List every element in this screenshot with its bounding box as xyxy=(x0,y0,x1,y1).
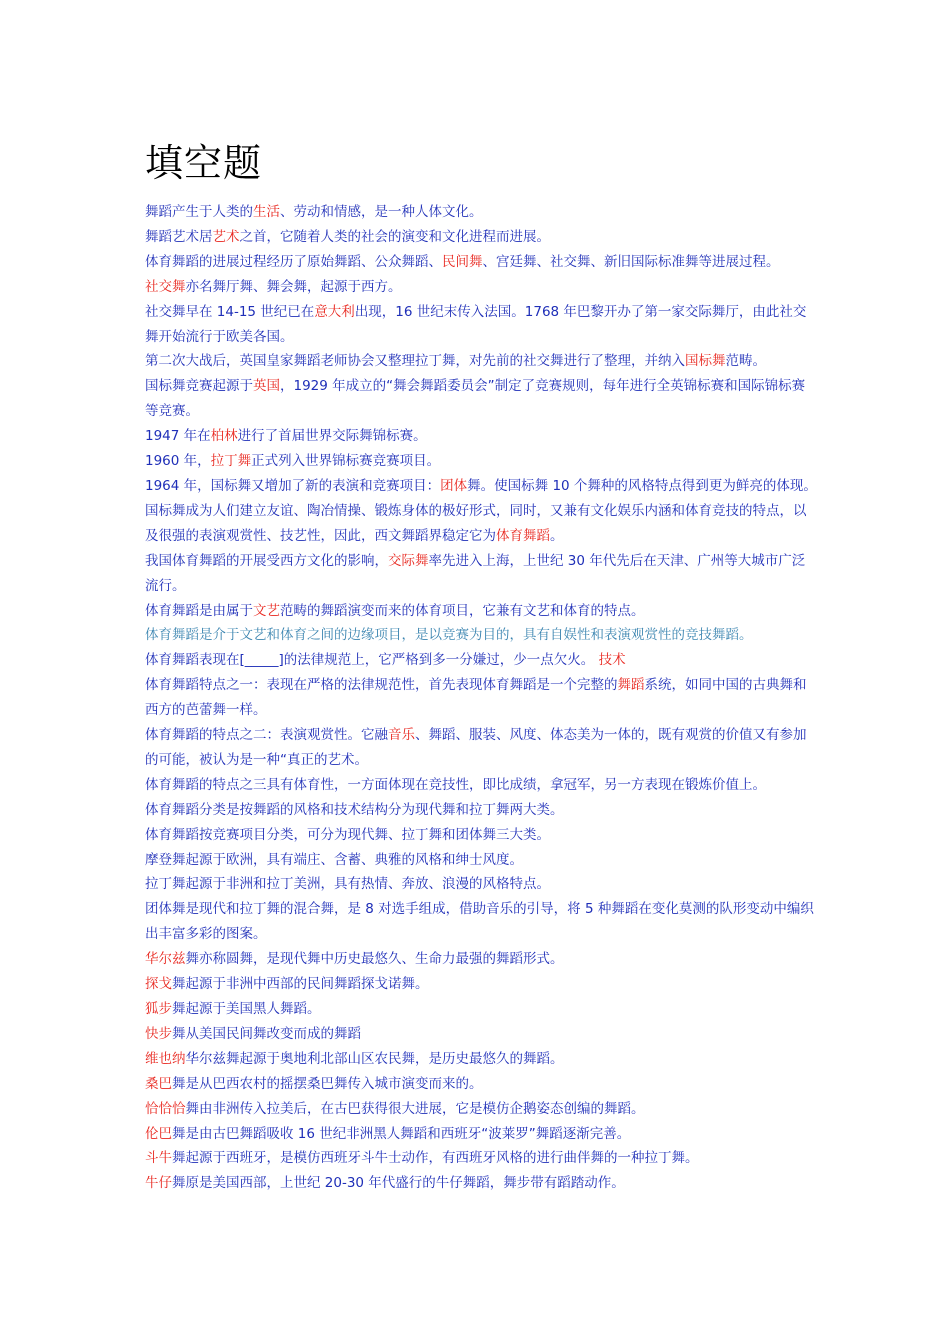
highlighted-answer: 斗牛 xyxy=(145,1150,172,1167)
paragraph xyxy=(145,499,817,549)
highlighted-answer: 舞蹈 xyxy=(617,677,645,694)
paragraph xyxy=(145,1146,817,1171)
text-segment: 系统，如同中国的古典舞和西方的芭蕾舞一样。 xyxy=(145,677,807,719)
text-segment: 舞起源于美国黑人舞蹈。 xyxy=(172,1001,321,1017)
paragraph xyxy=(145,997,817,1022)
text-segment: 进行了首届世界交际舞锦标赛。 xyxy=(237,428,427,445)
text-segment: 体育舞蹈特点之一：表现在严格的法律规范性，首先表现体育舞蹈是一个完整的 xyxy=(145,677,618,694)
document-body xyxy=(145,200,817,1196)
text-segment: 、宫廷舞、社交舞、新旧国际标准舞等进展过程。 xyxy=(482,253,780,270)
text-segment: 率先进入上海，上世纪 30 年代先后在天津、广州等大城市广泛流行。 xyxy=(145,552,806,594)
highlighted-answer: 狐步 xyxy=(145,1001,172,1017)
paragraph xyxy=(145,872,817,897)
highlighted-answer: 交际舞 xyxy=(388,552,429,569)
text-segment: 1964 年，国标舞又增加了新的表演和竞赛项目： xyxy=(145,477,441,494)
highlighted-answer: 体育舞蹈 xyxy=(496,527,550,544)
highlighted-answer: 探戈 xyxy=(145,976,172,993)
text-segment: 出现，16 世纪末传入法国。1768 年巴黎开办了第一家交际舞厅，由此社交舞开始流行于欧美各国。 xyxy=(145,303,807,345)
text-segment: 舞由非洲传入拉美后，在古巴获得很大进展，它是模仿企鹅姿态创编的舞蹈。 xyxy=(185,1100,645,1117)
text-segment: 正式列入世界锦标赛竞赛项目。 xyxy=(251,453,441,470)
paragraph xyxy=(145,1171,817,1196)
highlighted-answer: 英国 xyxy=(253,378,280,395)
text-segment: 我国体育舞蹈的开展受西方文化的影响， xyxy=(145,552,388,569)
text-segment: 舞起源于西班牙，是模仿西班牙斗牛士动作，有西班牙风格的进行曲伴舞的一种拉丁舞。 xyxy=(172,1150,699,1167)
text-segment: 体育舞蹈表现在[_____]的法律规范上，它严格到多一分嫌过，少一点欠火。 xyxy=(145,652,599,669)
text-segment: 体育舞蹈分类是按舞蹈的风格和技术结构分为现代舞和拉丁舞两大类。 xyxy=(145,801,564,818)
paragraph xyxy=(145,225,817,250)
paragraph xyxy=(145,549,817,599)
text-segment: 舞起源于非洲中西部的民间舞蹈探戈诺舞。 xyxy=(172,976,429,993)
paragraph xyxy=(145,349,817,374)
paragraph xyxy=(145,449,817,474)
highlighted-answer: 牛仔 xyxy=(145,1175,172,1192)
highlighted-answer: 柏林 xyxy=(210,428,238,445)
paragraph xyxy=(145,673,817,723)
text-segment: 范畴的舞蹈演变而来的体育项目，它兼有文艺和体育的特点。 xyxy=(280,602,645,619)
highlighted-answer: 社交舞 xyxy=(145,278,186,295)
highlighted-answer: 维也纳 xyxy=(145,1050,186,1067)
highlighted-answer: 华尔兹 xyxy=(145,951,186,968)
text-segment: 舞是由古巴舞蹈吸收 16 世纪非洲黑人舞蹈和西班牙“波莱罗”舞蹈逐渐完善。 xyxy=(172,1125,631,1142)
paragraph xyxy=(145,798,817,823)
text-segment: 、舞蹈、服装、风度、体态美为一体的，既有观赏的价值又有参加的可能，被认为是一种“真正的艺术。 xyxy=(145,727,807,768)
highlighted-answer: 生活 xyxy=(253,204,280,220)
paragraph xyxy=(145,300,817,350)
paragraph xyxy=(145,648,817,673)
text-segment: 体育舞蹈的特点之二：表演观赏性。它融 xyxy=(145,727,388,744)
text-segment: 舞从美国民间舞改变而成的舞蹈 xyxy=(172,1025,361,1042)
highlighted-answer: 团体 xyxy=(440,477,468,494)
text-segment: 舞原是美国西部，上世纪 20-30 年代盛行的牛仔舞蹈，舞步带有蹈踏动作。 xyxy=(172,1175,625,1192)
text-segment: 社交舞早在 14-15 世纪已在 xyxy=(145,303,315,320)
paragraph xyxy=(145,1072,817,1097)
highlighted-answer: 恰恰恰 xyxy=(145,1100,186,1117)
text-segment: 摩登舞起源于欧洲，具有端庄、含蓄、典雅的风格和绅士风度。 xyxy=(145,851,523,868)
paragraph xyxy=(145,1047,817,1072)
highlighted-answer: 拉丁舞 xyxy=(210,453,252,470)
paragraph xyxy=(145,250,817,275)
text-segment: 舞是从巴西农村的摇摆桑巴舞传入城市演变而来的。 xyxy=(172,1075,483,1092)
text-segment: 体育舞蹈是介于文艺和体育之间的边缘项目，是以竞赛为目的，具有自娱性和表演观赏性的竞技舞蹈。 xyxy=(145,627,753,644)
text-segment: 范畴。 xyxy=(725,353,766,370)
highlighted-answer: 国标舞 xyxy=(685,353,726,370)
paragraph xyxy=(145,623,817,648)
text-segment: 国标舞竞赛起源于 xyxy=(145,378,253,395)
text-segment: 体育舞蹈的进展过程经历了原始舞蹈、公众舞蹈、 xyxy=(145,253,442,270)
text-segment: 团体舞是现代和拉丁舞的混合舞，是 8 对选手组成，借助音乐的引导，将 5 种舞蹈在变化莫测的队形变动中编织出丰富多彩的图案。 xyxy=(145,901,814,943)
paragraph xyxy=(145,723,817,773)
text-segment: ，1929 年成立的“舞会舞蹈委员会”制定了竞赛规则，每年进行全英锦标赛和国际锦标赛等竞赛。 xyxy=(145,378,806,420)
paragraph xyxy=(145,200,817,225)
paragraph xyxy=(145,823,817,848)
paragraph xyxy=(145,947,817,972)
text-segment: 拉丁舞起源于非洲和拉丁美洲，具有热情、奔放、浪漫的风格特点。 xyxy=(145,876,550,893)
paragraph xyxy=(145,275,817,300)
paragraph xyxy=(145,972,817,997)
text-segment: 体育舞蹈是由属于 xyxy=(145,602,253,619)
paragraph xyxy=(145,424,817,449)
paragraph xyxy=(145,1022,817,1047)
text-segment: 之首，它随着人类的社会的演变和文化进程而进展。 xyxy=(239,228,550,245)
highlighted-answer: 意大利 xyxy=(314,303,355,320)
text-segment: 舞蹈产生于人类的 xyxy=(145,204,253,220)
paragraph xyxy=(145,474,817,499)
text-segment: 体育舞蹈按竞赛项目分类，可分为现代舞、拉丁舞和团体舞三大类。 xyxy=(145,826,550,843)
text-segment: 第二次大战后，英国皇家舞蹈老师协会又整理拉丁舞，对先前的社交舞进行了整理，并纳入 xyxy=(145,353,685,370)
highlighted-answer: 艺术 xyxy=(212,228,240,245)
text-segment: 国标舞成为人们建立友谊、陶冶情操、锻炼身体的极好形式，同时，又兼有文化娱乐内涵和体育竞技的特点，以及很强的表演观赏性、技艺性，因此，西文舞蹈界稳定它为 xyxy=(145,502,807,544)
paragraph xyxy=(145,773,817,798)
text-segment: 舞亦称圆舞，是现代舞中历史最悠久、生命力最强的舞蹈形式。 xyxy=(185,951,564,968)
paragraph xyxy=(145,1097,817,1122)
highlighted-answer: 文艺 xyxy=(253,602,280,619)
paragraph xyxy=(145,848,817,873)
paragraph xyxy=(145,599,817,624)
highlighted-answer: 技术 xyxy=(598,652,626,669)
paragraph xyxy=(145,1122,817,1147)
highlighted-answer: 快步 xyxy=(145,1025,172,1042)
text-segment: 体育舞蹈的特点之三具有体育性，一方面体现在竞技性，即比成绩，拿冠军，另一方表现在锻炼价值上。 xyxy=(145,776,766,793)
text-segment: 华尔兹舞起源于奥地利北部山区农民舞，是历史最悠久的舞蹈。 xyxy=(185,1050,564,1067)
text-segment: 亦名舞厅舞、舞会舞，起源于西方。 xyxy=(185,278,402,295)
text-segment: 1960 年， xyxy=(145,453,211,470)
text-segment: 。 xyxy=(550,527,564,544)
paragraph xyxy=(145,897,817,947)
page-title: 填空题 xyxy=(145,141,263,185)
highlighted-answer: 音乐 xyxy=(388,727,415,744)
paragraph xyxy=(145,374,817,424)
text-segment: 舞蹈艺术居 xyxy=(145,228,213,245)
highlighted-answer: 桑巴 xyxy=(145,1075,172,1092)
highlighted-answer: 伦巴 xyxy=(145,1125,172,1142)
text-segment: 舞。使国标舞 10 个舞种的风格特点得到更为鲜亮的体现。 xyxy=(467,477,817,494)
highlighted-answer: 民间舞 xyxy=(442,253,483,270)
text-segment: 、劳动和情感，是一种人体文化。 xyxy=(280,204,483,220)
text-segment: 1947 年在 xyxy=(145,428,211,445)
